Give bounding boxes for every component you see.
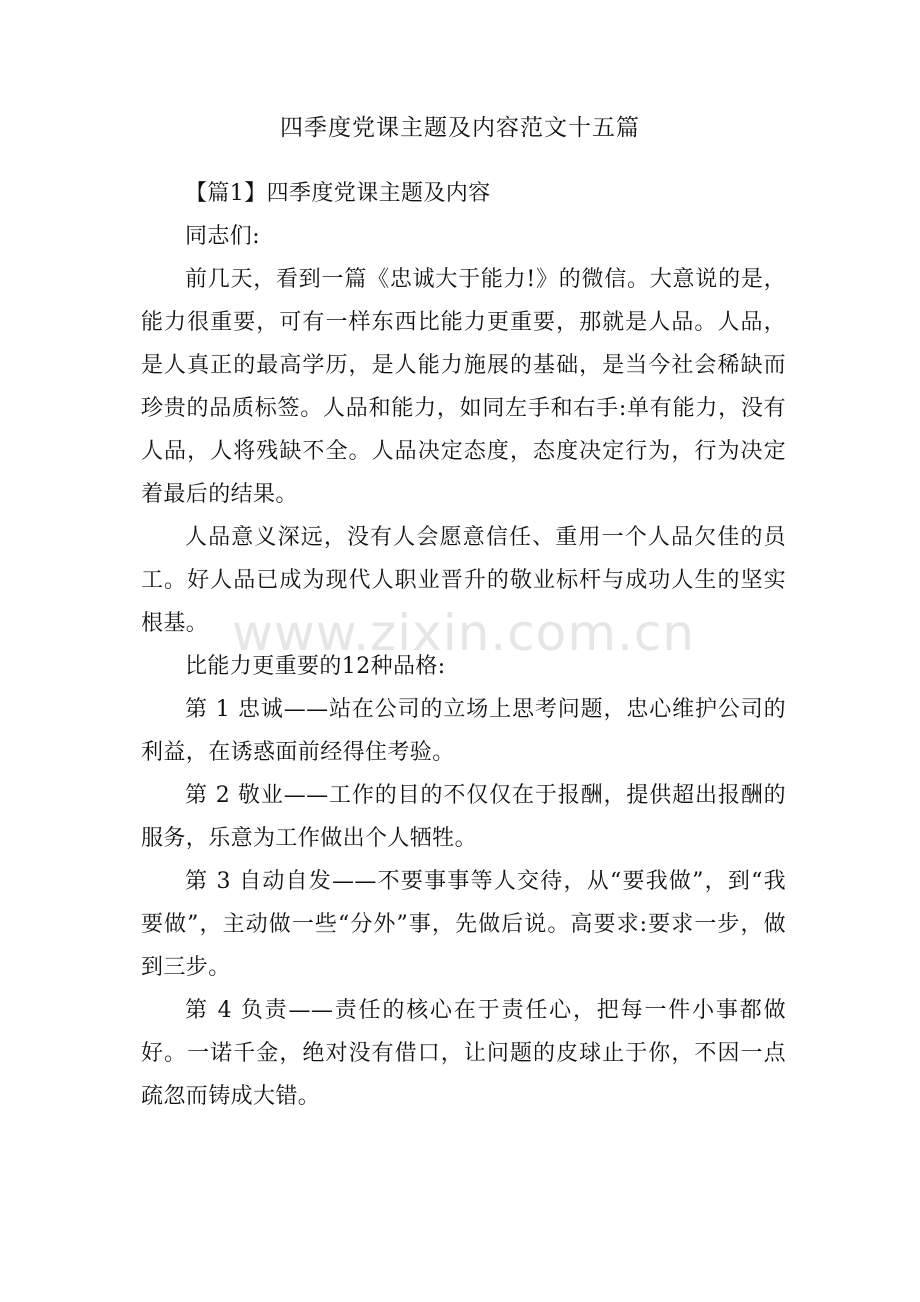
list-item: 第 1 忠诚——站在公司的立场上思考问题，忠心维护公司的利益，在诱惑面前经得住考验。 [141,697,786,765]
list-intro: 比能力更重要的12种品格: [185,654,446,679]
list-item: 第 3 自动自发——不要事事等人交待，从“要我做”，到“我要做”，主动做一些“分外”事，先做后说。高要求:要求一步，做到三步。 [141,869,786,980]
document-title: 四季度党课主题及内容范文十五篇 [280,115,640,141]
body-paragraph: 前几天，看到一篇《忠诚大于能力!》的微信。大意说的是，能力很重要，可有一样东西比能力更重要，那就是人品。人品，是人真正的最高学历，是人能力施展的基础，是当今社会稀缺而珍贵的品质标签。人品和能力，如同左手和右手:单有能力，没有人品，人将残缺不全。人品决定态度，态度决定行为，行为决定着最后的结果。 [141,267,786,507]
document-body [141,172,786,1118]
section-heading: 【篇1】四季度党课主题及内容 [185,181,491,206]
list-item: 第 4 负责——责任的核心在于责任心，把每一件小事都做好。一诺千金，绝对没有借口，让问题的皮球止于你，不因一点疏忽而铸成大错。 [141,998,786,1109]
salutation: 同志们: [185,224,261,249]
body-paragraph: 人品意义深远，没有人会愿意信任、重用一个人品欠佳的员工。好人品已成为现代人职业晋升的敬业标杆与成功人生的坚实根基。 [141,525,786,636]
watermark: www.zixin.com.cn [232,604,696,662]
list-item: 第 2 敬业——工作的目的不仅仅在于报酬，提供超出报酬的服务，乐意为工作做出个人牺牲。 [141,783,786,851]
